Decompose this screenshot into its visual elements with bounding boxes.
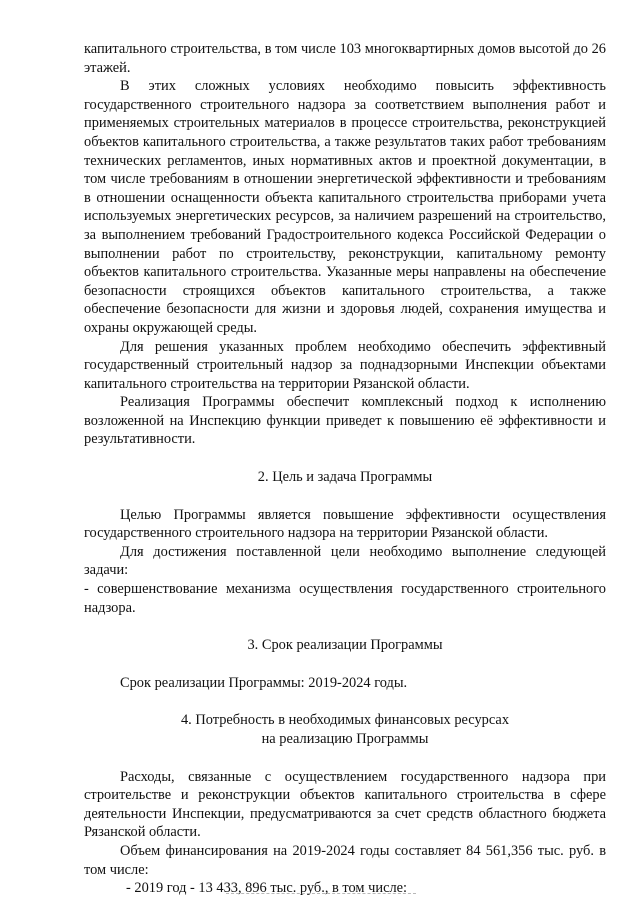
section-4-expenses: Расходы, связанные с осуществлением государственного надзора при строительстве и реконструкции объектов капитального строительства в сфере деятельности Инспекции, предусматриваются за счет средств областного бюджета Рязанской области.	[84, 768, 606, 841]
section-4-funding-2019: - 2019 год - 13 433, 896 тыс. руб., в том числе:	[126, 880, 408, 897]
section-4-heading-line-1: 4. Потребность в необходимых финансовых ресурсах	[180, 712, 510, 729]
paragraph-continuation: капитального строительства, в том числе 103 многоквартирных домов высотой до 26 этажей.	[84, 41, 606, 76]
scan-artifact-line	[226, 893, 416, 895]
paragraph-problem-solution: Для решения указанных проблем необходимо обеспечить эффективный государственный строительный надзор за поднадзорными Инспекции объектами капитального строительства на территории Рязанской области.	[84, 338, 606, 392]
section-2-goal: Целью Программы является повышение эффективности осуществления государственного строительного надзора на территории Рязанской области.	[84, 506, 606, 542]
paragraph-supervision-efficiency: В этих сложных условиях необходимо повысить эффективность государственного строительного надзора за соответствием выполнения работ и применяемых строительных материалов в процессе строительства, реконструкцией объектов капитального строительства, а также результатов таких работ требованиям технических регламентов, иных нормативных актов и проектной документации, в том числе требованиям в отношении энергетической эффективности и требованиям в отношении оснащенности объекта капитального строительства приборами учета используемых энергетических ресурсов, за наличием разрешений на строительство, за выполнением требований Градостроительного кодекса Российской Федерации о выполнении работ по строительству, реконструкции, капитальному ремонту объектов капитального строительства. Указанные меры направлены на обеспечение безопасности строящихся объектов капитального строительства, а также обеспечение безопасности для жизни и здоровья людей, сохранения имущества и охраны окружающей среды.	[84, 78, 606, 336]
paragraph-program-approach: Реализация Программы обеспечит комплексный подход к исполнению возложенной на Инспекцию функции приведет к повышению её эффективности и результативности.	[84, 394, 606, 448]
section-2-heading: 2. Цель и задача Программы	[257, 469, 433, 486]
document-page	[84, 40, 606, 898]
section-3-heading: 3. Срок реализации Программы	[247, 637, 443, 654]
section-4-heading-line-2: на реализацию Программы	[261, 731, 429, 747]
section-4-funding-total: Объем финансирования на 2019-2024 годы составляет 84 561,356 тыс. руб. в том числе:	[84, 842, 606, 878]
section-3-period: Срок реализации Программы: 2019-2024 годы.	[120, 674, 408, 691]
section-2-task-item: - совершенствование механизма осуществления государственного строительного надзора.	[84, 581, 606, 616]
section-2-task-intro: Для достижения поставленной цели необходимо выполнение следующей задачи:	[84, 543, 606, 579]
section-4-heading	[84, 711, 606, 748]
